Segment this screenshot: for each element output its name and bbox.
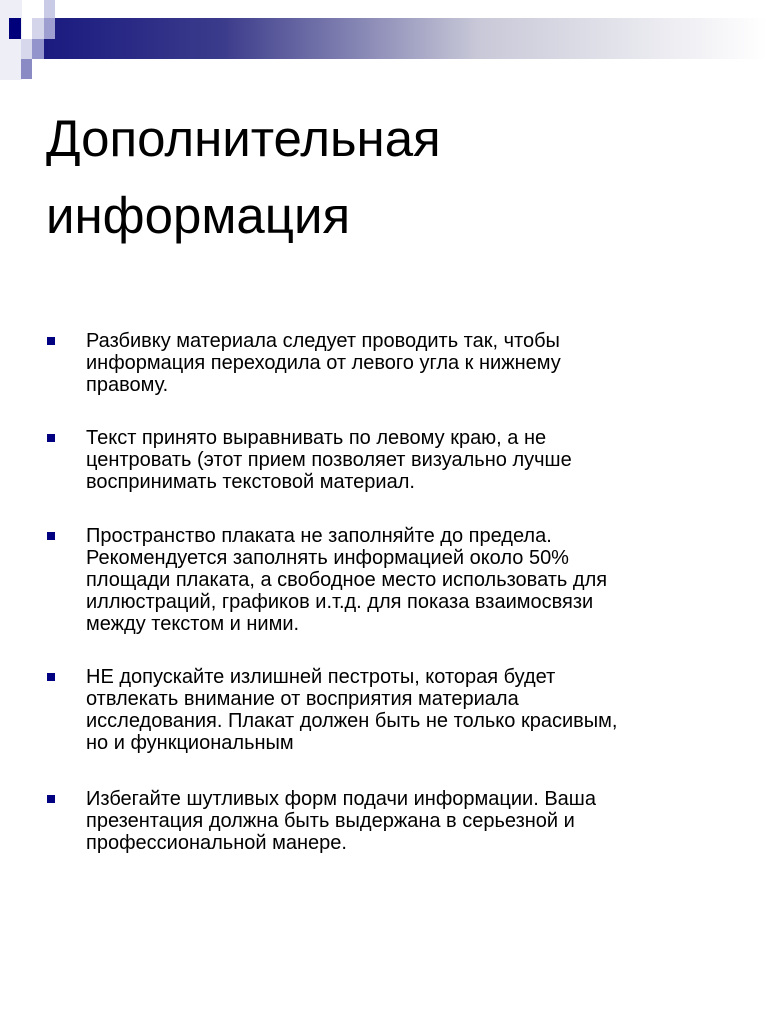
line: информация переходила от левого угла к нижнему	[86, 352, 561, 374]
list-item	[86, 427, 572, 493]
list-item	[86, 330, 561, 396]
line: площади плаката, а свободное место использовать для	[86, 569, 608, 591]
line: исследования. Плакат должен быть не только красивым,	[86, 710, 618, 732]
line: НЕ допускайте излишней пестроты, которая будет	[86, 666, 556, 688]
title-line: Дополнительная	[46, 110, 441, 167]
line: между текстом и ними.	[86, 613, 300, 635]
title-line: информация	[46, 187, 351, 244]
line: центровать (этот прием позволяет визуально лучше	[86, 449, 572, 471]
line: Текст принято выравнивать по левому краю, а не	[86, 427, 547, 449]
line: Рекомендуется заполнять информацией около 50%	[86, 547, 569, 569]
line: Пространство плаката не заполняйте до предела.	[86, 525, 552, 547]
line: Разбивку материала следует проводить так, чтобы	[86, 330, 560, 352]
square-bullet-icon	[47, 532, 55, 540]
line: Избегайте шутливых форм подачи информации. Ваша	[86, 788, 596, 810]
line: правому.	[86, 374, 169, 396]
square-bullet-icon	[47, 795, 55, 803]
square-bullet-icon	[47, 434, 55, 442]
line: но и функциональным	[86, 732, 294, 754]
line: воспринимать текстовой материал.	[86, 471, 415, 493]
list-item	[86, 666, 617, 754]
list-item	[86, 788, 596, 854]
line: иллюстраций, графиков и.т.д. для показа взаимосвязи	[86, 591, 594, 613]
list-item	[86, 525, 607, 635]
slide-title	[46, 100, 441, 254]
square-bullet-icon	[47, 337, 55, 345]
line: презентация должна быть выдержана в серьезной и	[86, 810, 575, 832]
line: профессиональной манере.	[86, 832, 347, 854]
square-bullet-icon	[47, 673, 55, 681]
gradient-bar	[44, 18, 767, 59]
line: отвлекать внимание от восприятия материала	[86, 688, 519, 710]
